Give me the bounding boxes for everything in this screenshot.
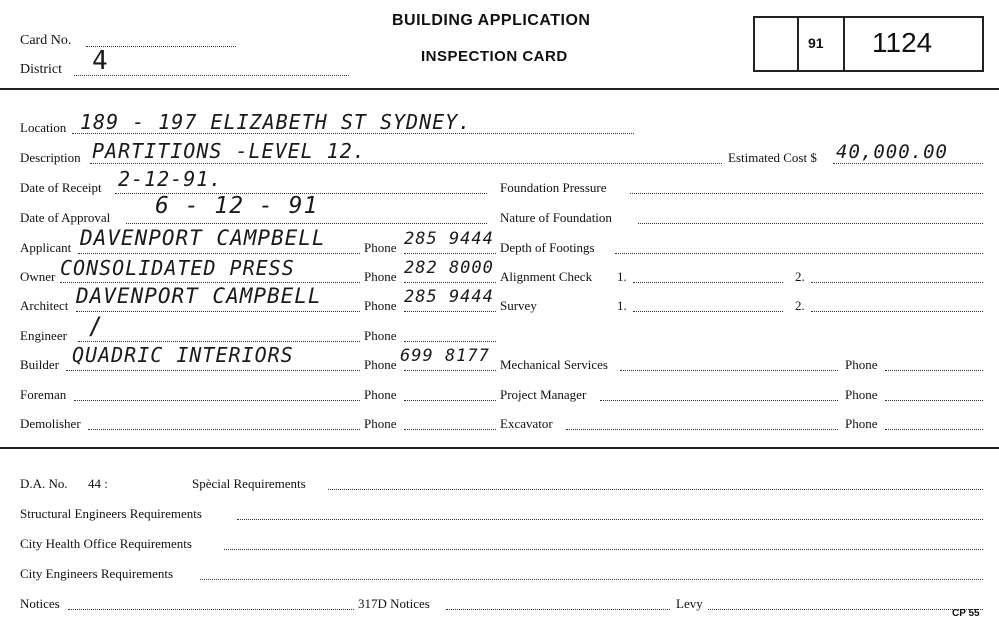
- builder-label: Builder: [20, 357, 59, 372]
- notices-317d-label: 317D Notices: [358, 596, 430, 611]
- foundation-pressure-line: [630, 193, 983, 194]
- applicant-phone: 285 9444: [404, 229, 494, 249]
- project-manager-label: Project Manager: [500, 387, 587, 402]
- structural-requirements-line: [237, 519, 983, 520]
- architect-phone-label: Phone: [364, 298, 397, 313]
- applicant-label: Applicant: [20, 240, 72, 255]
- alignment-num-2: 2.: [795, 269, 805, 284]
- title-line-1: BUILDING APPLICATION: [392, 12, 591, 29]
- demolisher-phone-label: Phone: [364, 416, 397, 431]
- excavator-phone-label: Phone: [845, 416, 878, 431]
- architect-phone-line: [404, 311, 496, 312]
- da-no-value: 44 :: [88, 476, 108, 491]
- mechanical-label: Mechanical Services: [500, 357, 608, 372]
- card-box-prefix: 91: [808, 35, 824, 51]
- header-divider: [0, 88, 999, 90]
- alignment-line-2: [811, 282, 983, 283]
- survey-line-1: [633, 311, 783, 312]
- da-no-label: D.A. No.: [20, 476, 68, 491]
- builder-line: [66, 370, 360, 371]
- excavator-label: Excavator: [500, 416, 553, 431]
- project-manager-phone-label: Phone: [845, 387, 878, 402]
- applicant-phone-line: [404, 253, 496, 254]
- health-requirements-line: [224, 549, 983, 550]
- owner-phone-label: Phone: [364, 269, 397, 284]
- project-manager-line: [600, 400, 838, 401]
- alignment-line-1: [633, 282, 783, 283]
- alignment-check-label: Alignment Check: [500, 269, 593, 284]
- estimated-cost-line: [833, 163, 983, 164]
- mechanical-line: [620, 370, 838, 371]
- estimated-cost-value: 40,000.00: [836, 141, 948, 163]
- survey-num-1: 1.: [617, 298, 627, 313]
- levy-label: Levy: [676, 596, 703, 611]
- engineer-phone-line: [404, 341, 496, 342]
- card-box-number: 1124: [872, 27, 933, 58]
- title-line-2: INSPECTION CARD: [421, 48, 568, 65]
- demolisher-label: Demolisher: [20, 416, 81, 431]
- project-manager-phone-line: [885, 400, 983, 401]
- owner-label: Owner: [20, 269, 56, 284]
- date-receipt-value: 2-12-91.: [118, 167, 223, 191]
- footer-divider: [0, 447, 999, 449]
- card-box-divider-2: [843, 16, 845, 72]
- survey-line-2: [811, 311, 983, 312]
- foreman-phone-line: [404, 400, 496, 401]
- builder-phone-label: Phone: [364, 357, 397, 372]
- notices-317d-line: [446, 609, 670, 610]
- foundation-pressure-label: Foundation Pressure: [500, 180, 607, 195]
- special-requirements-line: [328, 489, 983, 490]
- notices-line: [68, 609, 354, 610]
- form-code: CP 55: [952, 608, 980, 619]
- owner-phone: 282 8000: [404, 258, 494, 278]
- owner-line: [60, 282, 360, 283]
- date-approval-line: [126, 223, 487, 224]
- depth-footings-label: Depth of Footings: [500, 240, 595, 255]
- demolisher-line: [88, 429, 360, 430]
- alignment-num-1: 1.: [617, 269, 627, 284]
- builder-phone: 699 8177: [400, 346, 490, 366]
- survey-num-2: 2.: [795, 298, 805, 313]
- district-value: 4: [92, 46, 109, 76]
- excavator-line: [566, 429, 838, 430]
- owner-value: CONSOLIDATED PRESS: [60, 256, 295, 280]
- engineer-label: Engineer: [20, 328, 67, 343]
- special-requirements-label: Spècial Requirements: [192, 476, 306, 491]
- estimated-cost-label: Estimated Cost $: [728, 150, 817, 165]
- description-value: PARTITIONS -LEVEL 12.: [92, 139, 366, 163]
- builder-phone-line: [404, 370, 496, 371]
- notices-label: Notices: [20, 596, 60, 611]
- engineer-value: /: [88, 312, 104, 340]
- mechanical-phone-label: Phone: [845, 357, 878, 372]
- date-receipt-label: Date of Receipt: [20, 180, 102, 195]
- foreman-label: Foreman: [20, 387, 67, 402]
- nature-foundation-label: Nature of Foundation: [500, 210, 612, 225]
- district-label: District: [20, 62, 62, 77]
- owner-phone-line: [404, 282, 496, 283]
- card-no-label: Card No.: [20, 33, 72, 48]
- depth-footings-line: [615, 253, 983, 254]
- applicant-line: [78, 253, 360, 254]
- survey-label: Survey: [500, 298, 537, 313]
- levy-line: [708, 609, 983, 610]
- excavator-phone-line: [885, 429, 983, 430]
- engineer-line: [78, 341, 360, 342]
- engineers-requirements-line: [200, 579, 983, 580]
- engineers-requirements-label: City Engineers Requirements: [20, 566, 174, 581]
- description-label: Description: [20, 150, 81, 165]
- card-box-divider-1: [797, 16, 799, 72]
- builder-value: QUADRIC INTERIORS: [72, 343, 294, 367]
- district-line: [74, 75, 349, 76]
- demolisher-phone-line: [404, 429, 496, 430]
- engineer-phone-label: Phone: [364, 328, 397, 343]
- mechanical-phone-line: [885, 370, 983, 371]
- foreman-phone-label: Phone: [364, 387, 397, 402]
- health-requirements-label: City Health Office Requirements: [20, 536, 192, 551]
- applicant-value: DAVENPORT CAMPBELL: [80, 226, 326, 250]
- location-value: 189 - 197 ELIZABETH ST SYDNEY.: [80, 110, 472, 134]
- architect-line: [76, 311, 360, 312]
- date-approval-label: Date of Approval: [20, 210, 111, 225]
- description-line: [90, 163, 722, 164]
- foreman-line: [74, 400, 360, 401]
- architect-label: Architect: [20, 298, 69, 313]
- structural-requirements-label: Structural Engineers Requirements: [20, 506, 202, 521]
- location-label: Location: [20, 120, 67, 135]
- nature-foundation-line: [638, 223, 983, 224]
- date-approval-value: 6 - 12 - 91: [155, 193, 319, 219]
- architect-phone: 285 9444: [404, 287, 494, 307]
- card-number-box: [753, 16, 984, 72]
- applicant-phone-label: Phone: [364, 240, 397, 255]
- architect-value: DAVENPORT CAMPBELL: [76, 284, 322, 308]
